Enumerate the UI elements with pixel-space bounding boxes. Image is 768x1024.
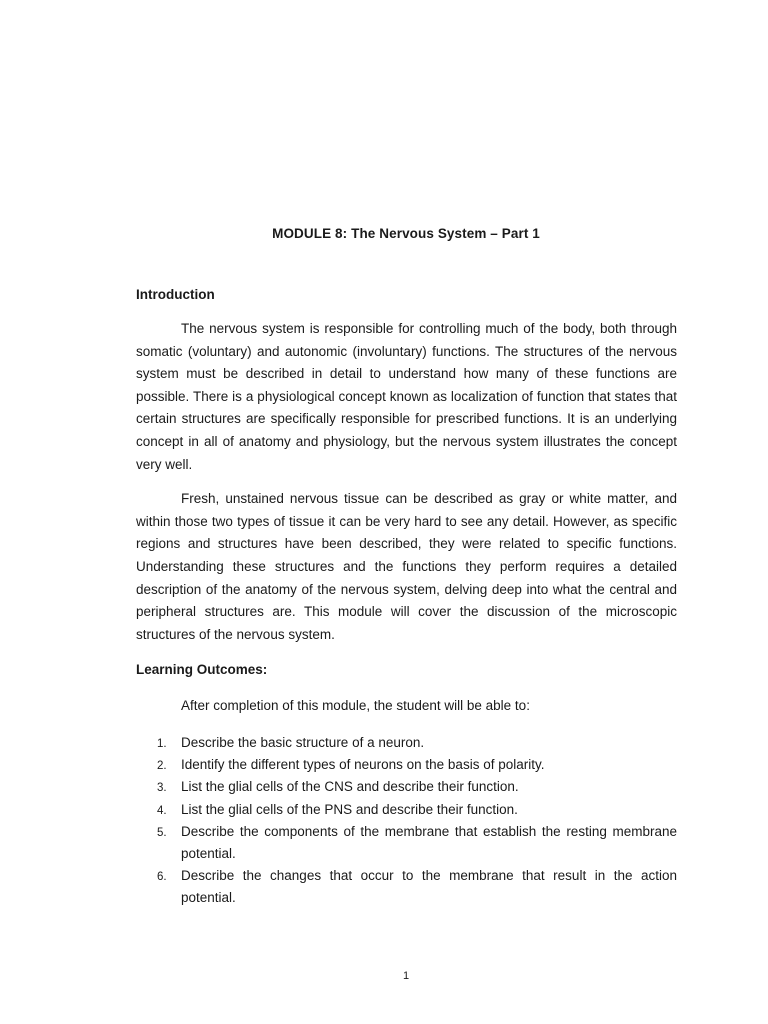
list-item-text: Identify the different types of neurons on the basis of polarity. xyxy=(181,757,545,773)
learning-outcomes-list xyxy=(136,732,677,910)
list-item-number: 2. xyxy=(157,760,167,773)
list-item-text: List the glial cells of the CNS and describe their function. xyxy=(181,779,519,795)
list-item-number: 1. xyxy=(157,737,167,750)
list-item-number: 5. xyxy=(157,826,167,839)
list-item xyxy=(136,754,677,776)
list-item-number: 3. xyxy=(157,782,167,795)
list-item-text: Describe the basic structure of a neuron. xyxy=(181,734,425,750)
list-item-text: Describe the components of the membrane that establish the resting membrane potential. xyxy=(181,823,677,861)
introduction-paragraph-2: Fresh, unstained nervous tissue can be described as gray or white matter, and within those two types of tissue it can be very hard to see any detail. However, as specific regions and structures have been described, they were related to specific functions. Understanding these structures and the functions they perform requires a detailed description of the anatomy of the nervous system, delving deep into what the central and peripheral structures are. This module will cover the discussion of the microscopic structures of the nervous system. xyxy=(136,491,677,642)
list-item xyxy=(136,799,677,821)
list-item-text: List the glial cells of the PNS and describe their function. xyxy=(181,801,518,817)
list-item xyxy=(136,732,677,754)
list-item xyxy=(136,865,677,909)
module-title: MODULE 8: The Nervous System – Part 1 xyxy=(272,226,540,241)
introduction-paragraph-1: The nervous system is responsible for controlling much of the body, both through somatic (voluntary) and autonomic (involuntary) functions. The structures of the nervous system must be described in detail to understand how many of these functions are possible. There is a physiological concept known as localization of function that states that certain structures are specifically responsible for prescribed functions. It is an underlying concept in all of anatomy and physiology, but the nervous system illustrates the concept very well. xyxy=(136,321,677,472)
list-item-number: 4. xyxy=(157,804,167,817)
introduction-heading: Introduction xyxy=(136,287,215,302)
list-item xyxy=(136,821,677,865)
list-item-number: 6. xyxy=(157,871,167,884)
page-number: 1 xyxy=(402,970,410,982)
learning-outcomes-lead: After completion of this module, the student will be able to: xyxy=(181,698,530,714)
list-item xyxy=(136,776,677,798)
list-item-text: Describe the changes that occur to the membrane that result in the action potential. xyxy=(181,868,677,906)
document-body xyxy=(136,285,677,910)
learning-outcomes-heading: Learning Outcomes: xyxy=(136,662,268,678)
